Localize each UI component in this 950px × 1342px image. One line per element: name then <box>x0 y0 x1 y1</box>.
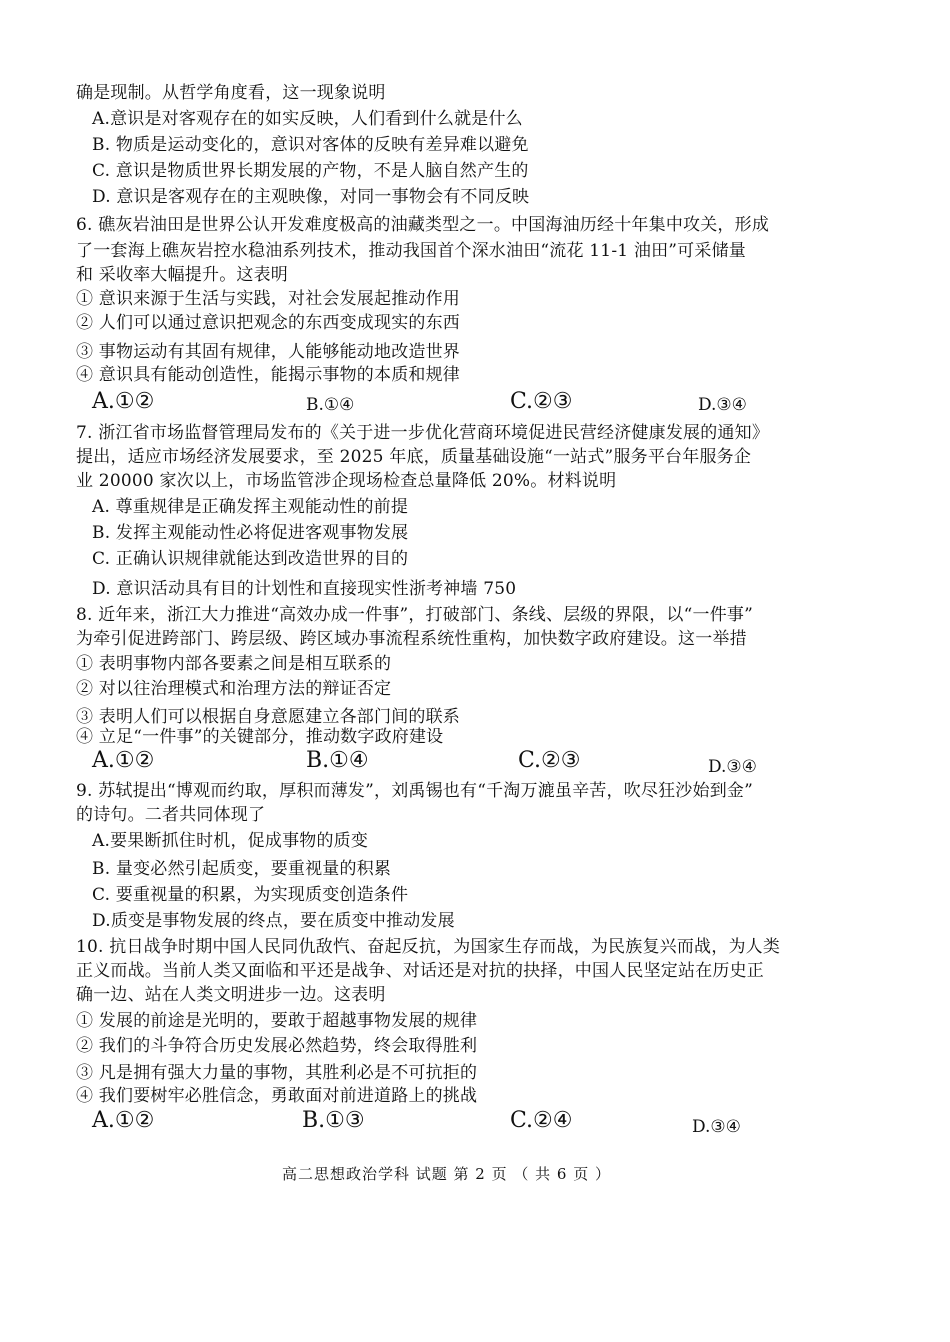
q10-option-a: A.①② <box>92 1108 155 1133</box>
q8-statement-3: ③ 表明人们可以根据自身意愿建立各部门间的联系 <box>76 707 461 727</box>
q6-statement-3: ③ 事物运动有其固有规律，人能够能动地改造世界 <box>76 342 461 362</box>
q5-option-a: A.意识是对客观存在的如实反映，人们看到什么就是什么 <box>92 109 523 129</box>
q8-statement-2: ② 对以往治理模式和治理方法的辩证否定 <box>76 679 392 699</box>
q8-option-d: D.③④ <box>708 757 757 777</box>
q6-statement-2: ② 人们可以通过意识把观念的东西变成现实的东西 <box>76 313 461 333</box>
q7-stem-line3: 业 20000 家次以上，市场监管涉企现场检查总量降低 20%。材料说明 <box>76 471 617 491</box>
q5-stem-tail: 确是现制。从哲学角度看，这一现象说明 <box>76 83 386 103</box>
q10-statement-3: ③ 凡是拥有强大力量的事物，其胜利必是不可抗拒的 <box>76 1063 478 1083</box>
q5-option-b: B. 物质是运动变化的，意识对客体的反映有差异难以避免 <box>92 135 529 155</box>
q9-option-c: C. 要重视量的积累，为实现质变创造条件 <box>92 885 409 905</box>
q6-stem-line3: 和 采收率大幅提升。这表明 <box>76 265 289 285</box>
q9-stem-line2: 的诗句。二者共同体现了 <box>76 805 266 825</box>
q10-stem-line3: 确一边、站在人类文明进步一边。这表明 <box>76 985 386 1005</box>
q5-option-d: D. 意识是客观存在的主观映像，对同一事物会有不同反映 <box>92 187 530 207</box>
q8-option-b: B.①④ <box>306 748 369 773</box>
q10-statement-1: ① 发展的前途是光明的，要敢于超越事物发展的规律 <box>76 1011 478 1031</box>
q6-stem-line1: 6. 礁灰岩油田是世界公认开发难度极高的油藏类型之一。中国海油历经十年集中攻关，形成 <box>76 215 770 235</box>
q10-statement-4: ④ 我们要树牢必胜信念，勇敢面对前进道路上的挑战 <box>76 1086 478 1106</box>
q7-option-b: B. 发挥主观能动性必将促进客观事物发展 <box>92 523 409 543</box>
q8-statement-4: ④ 立足“一件事”的关键部分，推动数字政府建设 <box>76 727 444 747</box>
page-footer: 高二思想政治学科 试题 第 2 页 （ 共 6 页 ） <box>282 1165 612 1183</box>
q6-option-c: C.②③ <box>510 389 573 414</box>
q6-stem-line2: 了一套海上礁灰岩控水稳油系列技术，推动我国首个深水油田“流花 11-1 油田”可采储量 <box>76 241 746 261</box>
q10-option-d: D.③④ <box>692 1117 741 1137</box>
q6-option-d: D.③④ <box>698 395 747 415</box>
q8-statement-1: ① 表明事物内部各要素之间是相互联系的 <box>76 654 392 674</box>
q9-option-d: D.质变是事物发展的终点，要在质变中推动发展 <box>92 911 455 931</box>
q9-stem-line1: 9. 苏轼提出“博观而约取，厚积而薄发”，刘禹锡也有“千淘万漉虽辛苦，吹尽狂沙始到金” <box>76 781 753 801</box>
q10-option-c: C.②④ <box>510 1108 573 1133</box>
q7-option-c: C. 正确认识规律就能达到改造世界的目的 <box>92 549 409 569</box>
q7-stem-line1: 7. 浙江省市场监督管理局发布的《关于进一步优化营商环境促进民营经济健康发展的通知》 <box>76 423 770 443</box>
q9-option-b: B. 量变必然引起质变，要重视量的积累 <box>92 859 392 879</box>
q6-statement-4: ④ 意识具有能动创造性，能揭示事物的本质和规律 <box>76 365 461 385</box>
q8-stem-line1: 8. 近年来，浙江大力推进“高效办成一件事”，打破部门、条线、层级的界限，以“一件事” <box>76 605 753 625</box>
q8-stem-line2: 为牵引促进跨部门、跨层级、跨区域办事流程系统性重构，加快数字政府建设。这一举措 <box>76 629 747 649</box>
q6-option-b: B.①④ <box>306 395 355 415</box>
q5-option-c: C. 意识是物质世界长期发展的产物，不是人脑自然产生的 <box>92 161 529 181</box>
q10-stem-line2: 正义而战。当前人类又面临和平还是战争、对话还是对抗的抉择，中国人民坚定站在历史正 <box>76 961 764 981</box>
q10-stem-line1: 10. 抗日战争时期中国人民同仇敌忾、奋起反抗，为国家生存而战，为民族复兴而战，为人类 <box>76 937 781 957</box>
q9-option-a: A.要果断抓住时机，促成事物的质变 <box>92 831 369 851</box>
q6-statement-1: ① 意识来源于生活与实践，对社会发展起推动作用 <box>76 289 461 309</box>
q7-stem-line2: 提出，适应市场经济发展要求，至 2025 年底，质量基础设施“一站式”服务平台年服务企 <box>76 447 752 467</box>
q6-option-a: A.①② <box>92 389 155 414</box>
q10-statement-2: ② 我们的斗争符合历史发展必然趋势，终会取得胜利 <box>76 1036 478 1056</box>
q8-option-c: C.②③ <box>518 748 581 773</box>
q7-option-d: D. 意识活动具有目的计划性和直接现实性浙考神墙 750 <box>92 579 517 599</box>
q10-option-b: B.①③ <box>302 1108 365 1133</box>
q8-option-a: A.①② <box>92 748 155 773</box>
q7-option-a: A. 尊重规律是正确发挥主观能动性的前提 <box>92 497 409 517</box>
